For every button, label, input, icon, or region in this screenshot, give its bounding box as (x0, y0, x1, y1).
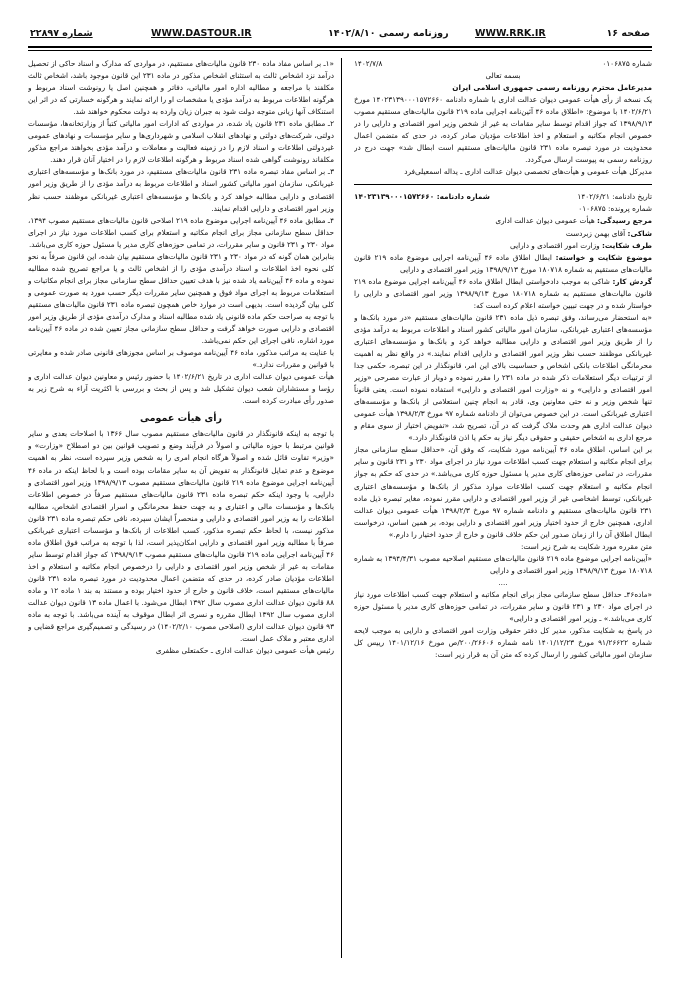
page-header (28, 24, 652, 44)
defendant-label: طرف شکایت: (602, 240, 652, 250)
regulation-intro: متن مقرره مورد شکایت به شرح زیر است: (520, 541, 652, 551)
bismillah: بسمه تعالی (485, 71, 521, 80)
subject-line (354, 252, 652, 276)
response-item-4: ۴ـ مطابق ماده ۴۶ آیین‌نامه اجرایی موضوع ماده ۲۱۹ اصلاحی قانون مالیات‌های مستقیم مصوب ۱۳۹۴، حداقل سطح سازمانی مجاز برای انجام مکاتبه و استعلام برای کسب اطلاعات مورد نیاز در اجرای مواد ۲۳۰ و ۲۳۱ قانون و سایر مقررات، در تمامی حوزه‌های کاری مدیر یا مسئول حوزه کاری می‌باشد. (28, 215, 334, 249)
course-label: گردش کار: (612, 276, 652, 286)
header-rule-thin (28, 50, 652, 51)
response-item-6: با عنایت به مراتب مذکور، ماده ۴۶ آیین‌نامه موصوف بر اساس مجوزهای قانونی صادر شده و مغایرتی با قوانین و مقررات ندارد.» (28, 348, 334, 370)
verdict-signature: رئیس هیأت عمومی دیوان عدالت اداری ـ حکمتعلی مظفری (155, 646, 334, 656)
addressee: مدیرعامل محترم روزنامه رسمی جمهوری اسلامی ایران (452, 83, 652, 93)
decision-date: تاریخ دادنامه: ۱۴۰۲/۶/۲۱ (577, 192, 652, 202)
ellipsis: .... (498, 577, 508, 587)
section-divider (354, 184, 652, 185)
defendant-line (354, 240, 652, 252)
left-column (28, 58, 334, 958)
defendant-value: وزارت امور اقتصادی و دارایی (510, 240, 600, 250)
response-item-2: ۲ـ مطابق ماده ۲۳۱ قانون یاد شده، در مواردی که ادارات امور مالیاتی کتباً از وزارتخانه‌ها، مؤسسات دولتی، شرکت‌های دولتی و نهادهای انقلاب اسلامی و شهرداری‌ها و سایر مؤسسات و نهادهای عمومی غیردولتی اطلاعات و اسناد لازم را در زمینه فعالیت و معاملات و درآمد مؤدی بخواهند مراجع مذکور مکلفاند رونوشت گواهی شده اسناد مربوط و هرگونه اطلاعات لازم را در اختیار آنان قرار دهند. (28, 119, 334, 165)
decision-number: شماره دادنامه: ۱۴۰۲۳۱۳۹۰۰۰۱۵۷۲۶۶۰ (354, 192, 490, 202)
authority-value: هیأت عمومی دیوان عدالت اداری (495, 216, 595, 226)
gazette-page (28, 24, 652, 964)
right-column (354, 58, 652, 958)
decision-meta-row (354, 191, 652, 203)
plaintiff-value: آقای بهمن زبردست (565, 228, 626, 238)
response-item-5: بنابراین همان گونه که در مواد ۲۳۰ و ۲۳۱ قانون مالیات‌های مستقیم بیان شده، این قانون صرفاً به نحو کلی نحوه اخذ اطلاعات و اسناد درآمدی مؤدی را از اشخاص ثالث و یا مراجع تصریح شده مطالبه نموده و ماده ۴۶ آیین‌نامه یاد شده نیز با هدف تعیین حداقل سطح سازمانی مجاز برای انجام مکاتبات و استعلامات مربوط به اجرای مواد فوق و همچنین سایر مقررات دیگر حسب مورد به صورت عمومی و کلی بیان گردیده است. بدیهی است در موارد خاص همچون تبصره ماده ۲۳۱ قانون مالیات‌های مستقیم با توجه به صراحت حکم ماده قانونی یاد شده مطالبه اسناد و مدارک درآمدی مؤدی از طریق وزیر امور اقتصادی و دارایی صورت خواهد گرفت و حداقل سطح سازمانی مجاز تعیین شده در ماده ۴۶ آیین‌نامه مورد اشاره، نافی اجرای این حکم نمی‌باشد. (28, 251, 334, 346)
header-rule (28, 46, 652, 48)
subject-label: موضوع شکایت و خواسته: (555, 252, 652, 262)
letter-body: یک نسخه از رأی هیأت عمومی دیوان عدالت اداری با شماره دادنامه ۱۴۰۲۳۱۳۹۰۰۰۱۵۷۲۶۶۰ مورخ ۱۴۰۲/۶/۲۱ با موضوع: «اطلاق ماده ۴۶ آئین‌نامه اجرایی ماده ۲۱۹ قانون مالیات‌های مستقیم مصوب ۱۳۹۸/۹/۱۳ که جواز اقدام توسط سایر مقامات به غیر از شخص وزیر امور اقتصادی و دارایی را در خصوص انجام مکاتبه و استعلام و اخذ اطلاعات مؤدیان صادر کرده، در حدی که متضمن اعمال محدودیت در مورد تبصره ماده ۲۳۱ قانون مالیات‌های مستقیم است ابطال شد» جهت درج در روزنامه رسمی به پیوست ارسال می‌گردد. (354, 95, 652, 165)
letter-ref-date: ۱۴۰۲/۷/۸ (354, 59, 383, 68)
complaint-paragraph-2: بر این اساس، اطلاق ماده ۴۶ آیین‌نامه مورد شکایت، که وفق آن، «حداقل سطح سازمانی مجاز برای انجام مکاتبه و استعلام جهت کسب اطلاعات مورد نیاز در اجرای مواد ۲۳۰ و ۲۳۱ قانون و سایر مقررات، در تمامی حوزه‌های کاری مدیر یا مسئول حوزه کاری می‌باشد.» در حدی که حکم به جواز انجام مکاتبه و استعلام جهت کسب اطلاعات موارد مذکور از بانک‌ها و مؤسسه‌های اعتباری غیربانکی، توسط اشخاصی غیر از وزیر امور اقتصادی و دارایی مقرر نموده، مغایر تبصره ذیل ماده ۲۳۱ قانون مالیات‌های مستقیم و دادنامه شماره ۹۷ مورخ ۱۳۹۸/۲/۳ هیأت عمومی دیوان عدالت اداری، همچنین خارج از حدود اختیار وزیر امور اقتصادی و دارایی بوده، بر همین اساس، درخواست ابطال اطلاق آن را از زمان صدور این حکم خلاف قانون و خارج از حدود اختیار را دارم.» (354, 445, 652, 539)
response-item-3: ۳ـ بر اساس مفاد تبصره ماده ۲۳۱ قانون مالیات‌های مستقیم، در مورد بانک‌ها و مؤسسه‌های اعتباری غیربانکی، سازمان امور مالیاتی کشور اسناد و اطلاعات مربوط به درآمد مؤدی را از طریق وزیر امور اقتصادی و دارایی مطالبه خواهد کرد و بانک‌ها و مؤسسه‌های اعتباری غیربانکی موظفند حسب نظر وزیر امور اقتصادی و دارایی اقدام نمایند. (28, 167, 334, 213)
letter-ref-no: شماره ۰۱۰۶۸۷۵ (602, 59, 652, 68)
verdict-text: با توجه به اینکه قانونگذار در قانون مالیات‌های مستقیم مصوب سال ۱۳۶۶ با اصلاحات بعدی و سایر قوانین مرتبط با حوزه مالیاتی و اصولاً در فرآیند وضع و تصویب قوانین بین دو اصطلاح «وزارت» و «وزیر» تفاوت قائل شده و اصولاً هرگاه انجام امری را به شخص وزیر سپرده است، نظر به اهمیت موضوع و عدم تمایل قانونگذار به تفویض آن به سایر مقامات بوده است و با لحاظ اینکه در ماده ۴۶ آیین‌نامه اجرایی موضوع ماده ۲۱۹ قانون مالیات‌های مستقیم مصوب ۱۳۹۸/۹/۱۳ وزیر امور اقتصادی و دارایی، با وجود اینکه حکم تبصره ماده ۲۳۱ قانون مالیات‌های مستقیم صرفاً در خصوص اطلاعات بانک‌ها و مؤسسات مالی و اعتباری و به جهت حفظ محرمانگی و اسرار اقتصادی اشخاص، مطالبه اطلاعات را به وزیر امور اقتصادی و دارایی و منحصراً ایشان سپرده، نافی حکم تبصره ماده ۲۳۱ قانون مذکور نیست، با لحاظ حکم تبصره مذکور، کسب اطلاعات از بانک‌ها و مؤسسات اعتباری غیربانکی صرفاً با مطالبه وزیر امور اقتصادی و دارایی امکان‌پذیر است، لذا با توجه به مراتب فوق اطلاق ماده ۴۶ آیین‌نامه اجرایی ماده ۲۱۹ قانون مالیات‌های مستقیم مصوب ۱۳۹۸/۹/۱۳ که جواز اقدام توسط سایر مقامات به غیر از شخص وزیر امور اقتصادی و دارایی را درخصوص انجام مکاتبه و استعلام و اخذ اطلاعات مؤدیان صادر کرده، در حدی که متضمن اعمال محدودیت در مورد تبصره ماده ۲۳۱ قانون مالیات‌های مستقیم است، خلاف قانون و خارج از حدود اختیار بوده و مستند به بند ۱ ماده ۱۲ و ماده ۸۸ قانون دیوان عدالت اداری مصوب سال ۱۳۹۲ ابطال می‌شود. با اعمال ماده ۱۳ قانون دیوان عدالت اداری مصوب سال ۱۳۹۲ ابطال مقرره و نسری اثر ابطال موقوف به آینده می‌باشد. با توجه به ماده ۹۳ قانون دیوان عدالت اداری (اصلاحی مصوب ۱۴۰۲/۲/۱۰) در رسیدگی و تصمیم‌گیری مراجع قضایی و اداری معتبر و ملاک عمل است. (28, 429, 334, 644)
site-link-right[interactable]: WWW.RRK.IR (475, 28, 546, 39)
verdict-heading: رأی هیأت عمومی (140, 413, 222, 425)
plaintiff-label: شاکی: (627, 228, 652, 238)
regulation-title: «آیین‌نامه اجرایی موضوع ماده ۲۱۹ قانون مالیات‌های مستقیم اصلاحیه مصوب ۱۳۹۴/۴/۳۱ به شماره ۱۸۰۷۱۸ مورخ ۱۳۹۸/۹/۱۳ وزیر امور اقتصادی و دارایی (354, 553, 652, 575)
site-link-left[interactable]: WWW.DASTOUR.IR (151, 28, 252, 39)
course-value: شاکی به موجب دادخواستی ابطال اطلاق ماده ۴۶ آیین‌نامه اجرایی موضوع ماده ۲۱۹ قانون مالیات‌های مستقیم به شماره ۱۸۰۷۱۸ مورخ ۱۳۹۸/۹/۱۳ وزیر امور اقتصادی و دارایی را خواستار شده و در جهت تبیین خواسته اعلام کرده است که: (354, 276, 652, 310)
file-number: شماره پرونده: ۰۱۰۶۸۷۵ (578, 204, 652, 214)
issue-number: شماره ۲۲۸۹۷ (30, 28, 93, 39)
regulation-article: «ماده۴۶ـ حداقل سطح سازمانی مجاز برای انجام مکاتبه و استعلام جهت کسب اطلاعات مورد نیاز در اجرای مواد ۲۳۰ و ۲۳۱ قانون و سایر مقررات، در تمامی حوزه‌های کاری مدیر یا مسئول حوزه کاری می‌باشد.» ـ وزیر امور اقتصادی و دارایی» (354, 589, 652, 624)
response-intro: در پاسخ به شکایت مذکور، مدیر کل دفتر حقوقی وزارت امور اقتصادی و دارایی به موجب لایحه شماره ۹۱/۲۶۶۲۲ مورخ ۱۴۰۱/۱۲/۲۳ نامه شماره ۲۰۰/۲۶۶۰۶/ص مورخ ۱۴۰۱/۱۲/۱۶ رییس کل سازمان امور مالیاتی کشور را ارسال کرده که متن آن به قرار زیر است: (354, 626, 652, 660)
authority-line (354, 215, 652, 227)
session-paragraph: هیأت عمومی دیوان عدالت اداری در تاریخ ۱۴۰۲/۶/۲۱ با حضور رئیس و معاونین دیوان عدالت اداری و رؤسا و مستشاران شعب دیوان تشکیل شد و پس از بحث و بررسی با اکثریت آراء به شرح زیر به صدور رأی مبادرت کرده است. (28, 372, 334, 406)
page-number: صفحه ۱۶ (606, 28, 650, 39)
gazette-date: روزنامه رسمی ۱۴۰۲/۸/۱۰ (328, 28, 449, 39)
letter-ref-row (354, 58, 652, 70)
response-item-1: «۱ـ بر اساس مفاد ماده ۲۳۰ قانون مالیات‌های مستقیم، در مواردی که مدارک و اسناد حاکی از تحصیل درآمد نزد اشخاص ثالث به استثنای اشخاص مذکور در ماده ۲۳۱ این قانون موجود باشد، اشخاص ثالث مکلفند با مراجعه و مطالبه اداره امور مالیاتی، دفاتر و همچنین اصل یا رونوشت اسناد مربوط و هرگونه اطلاعات مربوط به درآمد مؤدی یا مشخصات او را ارائه نمایند و هرگونه خسارتی که در اثر این استنکاف آنها زیانی متوجه دولت شود به جبران زیان وارده به دولت محکوم خواهند شد. (28, 59, 334, 117)
authority-label: مرجع رسیدگی: (597, 216, 652, 226)
letter-signature: مدیرکل هیأت عمومی و هیأت‌های تخصصی دیوان عدالت اداری ـ یداله اسمعیلی‌فرد (404, 167, 652, 177)
course-line (354, 276, 652, 312)
subject-value: ابطال اطلاق ماده ۴۶ آیین‌نامه اجرایی موضوع ماده ۲۱۹ قانون مالیات‌های مستقیم به شماره ۱۸۰۷۱۸ مورخ ۱۳۹۸/۹/۱۳ وزیر امور اقتصادی و دارایی (354, 252, 652, 274)
complaint-paragraph-1: «به استحضار می‌رساند، وفق تبصره ذیل ماده ۲۳۱ قانون مالیات‌های مستقیم «در مورد بانک‌ها و مؤسسه‌های اعتباری غیربانکی، سازمان امور مالیاتی کشور اسناد و اطلاعات مربوط به درآمد مؤدی را از طریق وزیر امور اقتصادی و دارایی مطالبه خواهد کرد و بانک‌ها و مؤسسه‌های اعتباری غیربانکی موظفند حسب نظر وزیر امور اقتصادی و دارایی اقدام نمایند.» در واقع نظر به اهمیت محرمانگی اطلاعات بانکی اشخاص و حساسیت بالای این امر، قانونگذار در این تبصره، حکمی جدا از ترتیبات دیگر استعلامات ذکر شده در ماده ۲۳۱ را مقرر نموده و دوبار از عبارت مصرحی «وزیر امور اقتصادی و دارایی» و نه «وزارت امور اقتصادی و دارایی» استفاده نموده است. یعنی قانوناً تنها شخص وزیر و نه حتی معاونین وی، قادر به انجام چنین استعلامی از بانک‌ها و مؤسسه‌های اعتباری غیربانکی است. در این خصوص می‌توان از دادنامه شماره ۹۷ مورخ ۱۳۹۸/۲/۳ هیأت عمومی دیوان عدالت اداری هم وحدت ملاک گرفت که در آن، تصریح شد، «تفویض اختیار از سوی مقام و مرجع اداری به اشخاص حقیقی و حقوقی دیگر نیاز به حکم یا اذن قانونگذار دارد.» (354, 312, 652, 443)
plaintiff-line (354, 228, 652, 240)
column-divider (341, 58, 342, 958)
